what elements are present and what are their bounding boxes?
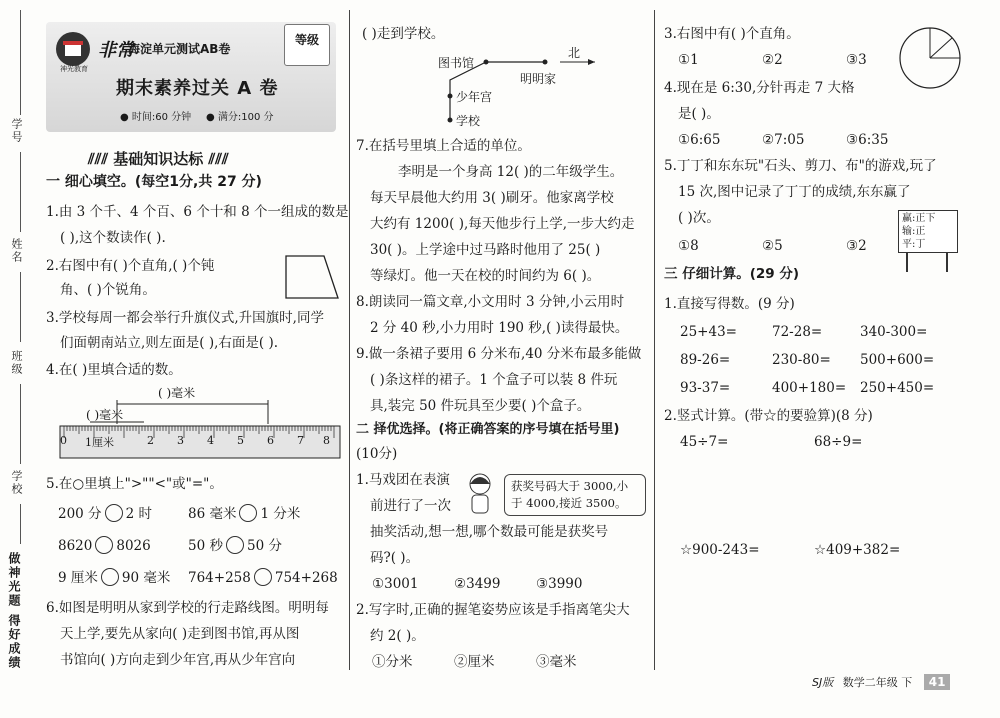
footer-edition: SJ版: [812, 676, 834, 689]
part2-score: (10分): [356, 446, 398, 462]
c2q1-line4: 码?( )。: [370, 550, 420, 566]
page-title: 期末素养过关 A 卷: [116, 78, 279, 99]
c2q2-opt: ②厘米: [454, 654, 495, 670]
time-info: ● 时间:60 分钟: [120, 112, 192, 123]
calc2-title: 2.竖式计算。(带☆的要验算)(8 分): [664, 408, 873, 424]
q5-cell: 9 厘米: [58, 570, 98, 586]
compare-circle[interactable]: [226, 536, 244, 554]
ruler-mark: 5: [237, 434, 244, 447]
ruler-mark: 0: [60, 434, 67, 447]
logo-text: 非常: [98, 40, 134, 61]
calc-item: 250+450=: [860, 380, 935, 396]
name-label: 姓名: [10, 238, 23, 264]
c2q1-line2: 前进行了一次: [370, 498, 451, 514]
q2-line2: 角、( )个锐角。: [60, 282, 156, 298]
calc-item: 89-26=: [680, 352, 731, 368]
ruler-mark: 3: [177, 434, 184, 447]
board-row: 赢:正下: [902, 213, 936, 224]
ruler-mark: 1厘米: [85, 436, 114, 449]
c3q4-line1: 4.现在是 6:30,分针再走 7 大格: [664, 80, 855, 96]
logo-icon: [56, 32, 90, 66]
footer-subject: 数学二年级 下: [842, 676, 913, 689]
calc-item: 500+600=: [860, 352, 935, 368]
q2-line1: 2.右图中有( )个直角,( )个钝: [46, 258, 215, 274]
q5-cell: 8026: [116, 538, 151, 554]
q8-line2: 2 分 40 秒,小力用时 190 秒,( )读得最快。: [370, 320, 629, 336]
c3q3-opt: ②2: [762, 52, 783, 68]
q1-line2: ( ),这个数读作( ).: [60, 230, 166, 246]
footer: [812, 674, 950, 690]
map-youth-palace: 少年宫: [456, 90, 493, 104]
binding-margin: [0, 0, 42, 718]
compare-circle[interactable]: [101, 568, 119, 586]
c3q3-text: 3.右图中有( )个直角。: [664, 26, 800, 42]
board-row: 输:正: [902, 226, 926, 237]
calc-item: 340-300=: [860, 324, 928, 340]
q5-cell: 50 秒: [188, 538, 223, 554]
logo-sub: 神光教育: [60, 65, 88, 73]
q9-line1: 9.做一条裙子要用 6 分米布,40 分米布最多能做: [356, 346, 642, 362]
ruler-marks: [58, 434, 348, 454]
q5-cell: 754+268: [274, 570, 338, 586]
q5-text: 5.在○里填上">""<"或"="。: [46, 476, 223, 492]
c2q1-opt: ②3499: [454, 576, 501, 592]
brand: 海淀单元测试AB卷: [128, 42, 231, 56]
vertical-calc: ☆409+382=: [814, 542, 901, 558]
part2-title: 二 择优选择。(将正确答案的序号填在括号里): [356, 422, 620, 437]
header-panel: [46, 22, 336, 132]
ruler-mark: 8: [323, 434, 330, 447]
calc1-title: 1.直接写得数。(9 分): [664, 296, 795, 312]
board-row: 平:丁: [902, 239, 926, 250]
q6-line3: 书馆向( )方向走到少年宫,再从少年宫向: [60, 652, 296, 668]
calc-item: 72-28=: [772, 324, 823, 340]
c3q5-opt: ②5: [762, 238, 783, 254]
q5-cell: 2 时: [125, 506, 152, 522]
c2q1-opt: ③3990: [536, 576, 583, 592]
q6-line4: ( )走到学校。: [362, 26, 445, 42]
school-label: 学校: [10, 470, 23, 496]
q9-line2: ( )条这样的裙子。1 个盒子可以装 8 件玩: [370, 372, 618, 388]
q7-text: 7.在括号里填上合适的单位。: [356, 138, 531, 154]
q5-cell: 90 毫米: [121, 570, 171, 586]
q5-cell: 8620: [58, 538, 93, 554]
c2q1-opt: ①3001: [372, 576, 419, 592]
c3q3-opt: ①1: [678, 52, 699, 68]
ruler-mark: 7: [297, 434, 304, 447]
section-banner: ⫽⫽⫽ 基础知识达标 ⫽⫽⫽: [88, 150, 229, 168]
part1-title: 一 细心填空。(每空1分,共 27 分): [46, 174, 262, 190]
q5-cell: 1 分米: [260, 506, 301, 522]
part3-title: 三 仔细计算。(29 分): [664, 266, 800, 282]
c3q5-line2: 15 次,图中记录了丁丁的成绩,东东赢了: [678, 184, 911, 200]
column-divider: [349, 10, 350, 670]
q5-cell: 200 分: [58, 506, 102, 522]
q9-line3: 具,装完 50 件玩具至少要( )个盒子。: [370, 398, 591, 414]
c2q1-line1: 1.马戏团在表演: [356, 472, 450, 488]
q6-line2: 天上学,要先从家向( )走到图书馆,再从图: [60, 626, 300, 642]
c2q2-line2: 约 2( )。: [370, 628, 425, 644]
c3q5-line1: 5.丁丁和东东玩"石头、剪刀、布"的游戏,玩了: [664, 158, 937, 174]
c2q2-opt: ③毫米: [536, 654, 577, 670]
map-north: 北: [568, 46, 581, 60]
map-school: 学校: [456, 114, 481, 128]
c2q1-line3: 抽奖活动,想一想,哪个数最可能是获奖号: [370, 524, 609, 540]
q3-line2: 们面朝南站立,则左面是( ),右面是( ).: [60, 335, 279, 351]
ruler-mark: 6: [267, 434, 274, 447]
vertical-calc: 68÷9=: [814, 434, 863, 450]
vertical-calc: 45÷7=: [680, 434, 729, 450]
ruler-mark: 4: [207, 434, 214, 447]
motto: 做神光题 得好成绩: [7, 552, 21, 671]
q8-line1: 8.朗读同一篇文章,小文用时 3 分钟,小云用时: [356, 294, 625, 310]
c3q5-opt: ③2: [846, 238, 867, 254]
ruler-mid-label: ( )毫米: [86, 408, 124, 422]
calc-item: 230-80=: [772, 352, 831, 368]
score-info: ● 满分:100 分: [206, 112, 274, 123]
class-label: 班级: [10, 350, 23, 376]
q4-text: 4.在( )里填合适的数。: [46, 362, 182, 378]
c3q4-opt: ③6:35: [846, 132, 889, 148]
map-library: 图书馆: [438, 56, 475, 70]
compare-circle[interactable]: [254, 568, 272, 586]
page-number: 41: [924, 674, 951, 690]
route-map: [420, 46, 600, 136]
q5-cell: 86 毫米: [188, 506, 237, 522]
c3q4-opt: ①6:65: [678, 132, 721, 148]
calc-item: 25+43=: [680, 324, 737, 340]
c3q5-opt: ①8: [678, 238, 699, 254]
trapezoid-figure: [284, 254, 340, 300]
grade-label: 等级: [294, 33, 319, 47]
q3-line1: 3.学校每周一都会举行升旗仪式,升国旗时,同学: [46, 310, 324, 326]
q7-line: 等绿灯。他一天在校的时间约为 6( )。: [370, 268, 601, 284]
q5-cell: 764+258: [188, 570, 251, 586]
vertical-calc: ☆900-243=: [680, 542, 760, 558]
ruler-mark: 2: [147, 434, 154, 447]
compare-circle[interactable]: [239, 504, 257, 522]
q6-line1: 6.如图是明明从家到学校的行走路线图。明明每: [46, 600, 329, 616]
student-id-label: 学号: [10, 118, 23, 144]
map-home: 明明家: [520, 72, 557, 86]
c2q2-line1: 2.写字时,正确的握笔姿势应该是手指离笔尖大: [356, 602, 630, 618]
c3q4-opt: ②7:05: [762, 132, 805, 148]
column-divider: [654, 10, 655, 670]
ruler-top-label: ( )毫米: [158, 386, 196, 400]
ruler-figure: [58, 384, 348, 460]
q7-line: 每天早晨他大约用 3( )刷牙。他家离学校: [370, 190, 614, 206]
compare-circle[interactable]: [105, 504, 123, 522]
girl-illustration: [462, 470, 498, 516]
q5-cell: 50 分: [246, 538, 282, 554]
score-board: [898, 210, 958, 274]
compare-circle[interactable]: [95, 536, 113, 554]
pie-circle-figure: [898, 26, 962, 90]
c3q4-line2: 是( )。: [678, 106, 720, 122]
calc-item: 93-37=: [680, 380, 731, 396]
q7-line: 30( )。上学途中过马路时他用了 25( ): [370, 242, 601, 258]
q7-line: 李明是一个身高 12( )的二年级学生。: [398, 164, 624, 180]
q1-line1: 1.由 3 个千、4 个百、6 个十和 8 个一组成的数是: [46, 204, 349, 220]
grade-box: [284, 24, 330, 66]
speech-bubble: 获奖号码大于 3000,小于 4000,接近 3500。: [504, 474, 646, 516]
calc-item: 400+180=: [772, 380, 847, 396]
c3q3-opt: ③3: [846, 52, 867, 68]
q7-line: 大约有 1200( ),每天他步行上学,一步大约走: [370, 216, 635, 232]
c2q2-opt: ①分米: [372, 654, 413, 670]
c3q5-line3: ( )次。: [678, 210, 720, 226]
